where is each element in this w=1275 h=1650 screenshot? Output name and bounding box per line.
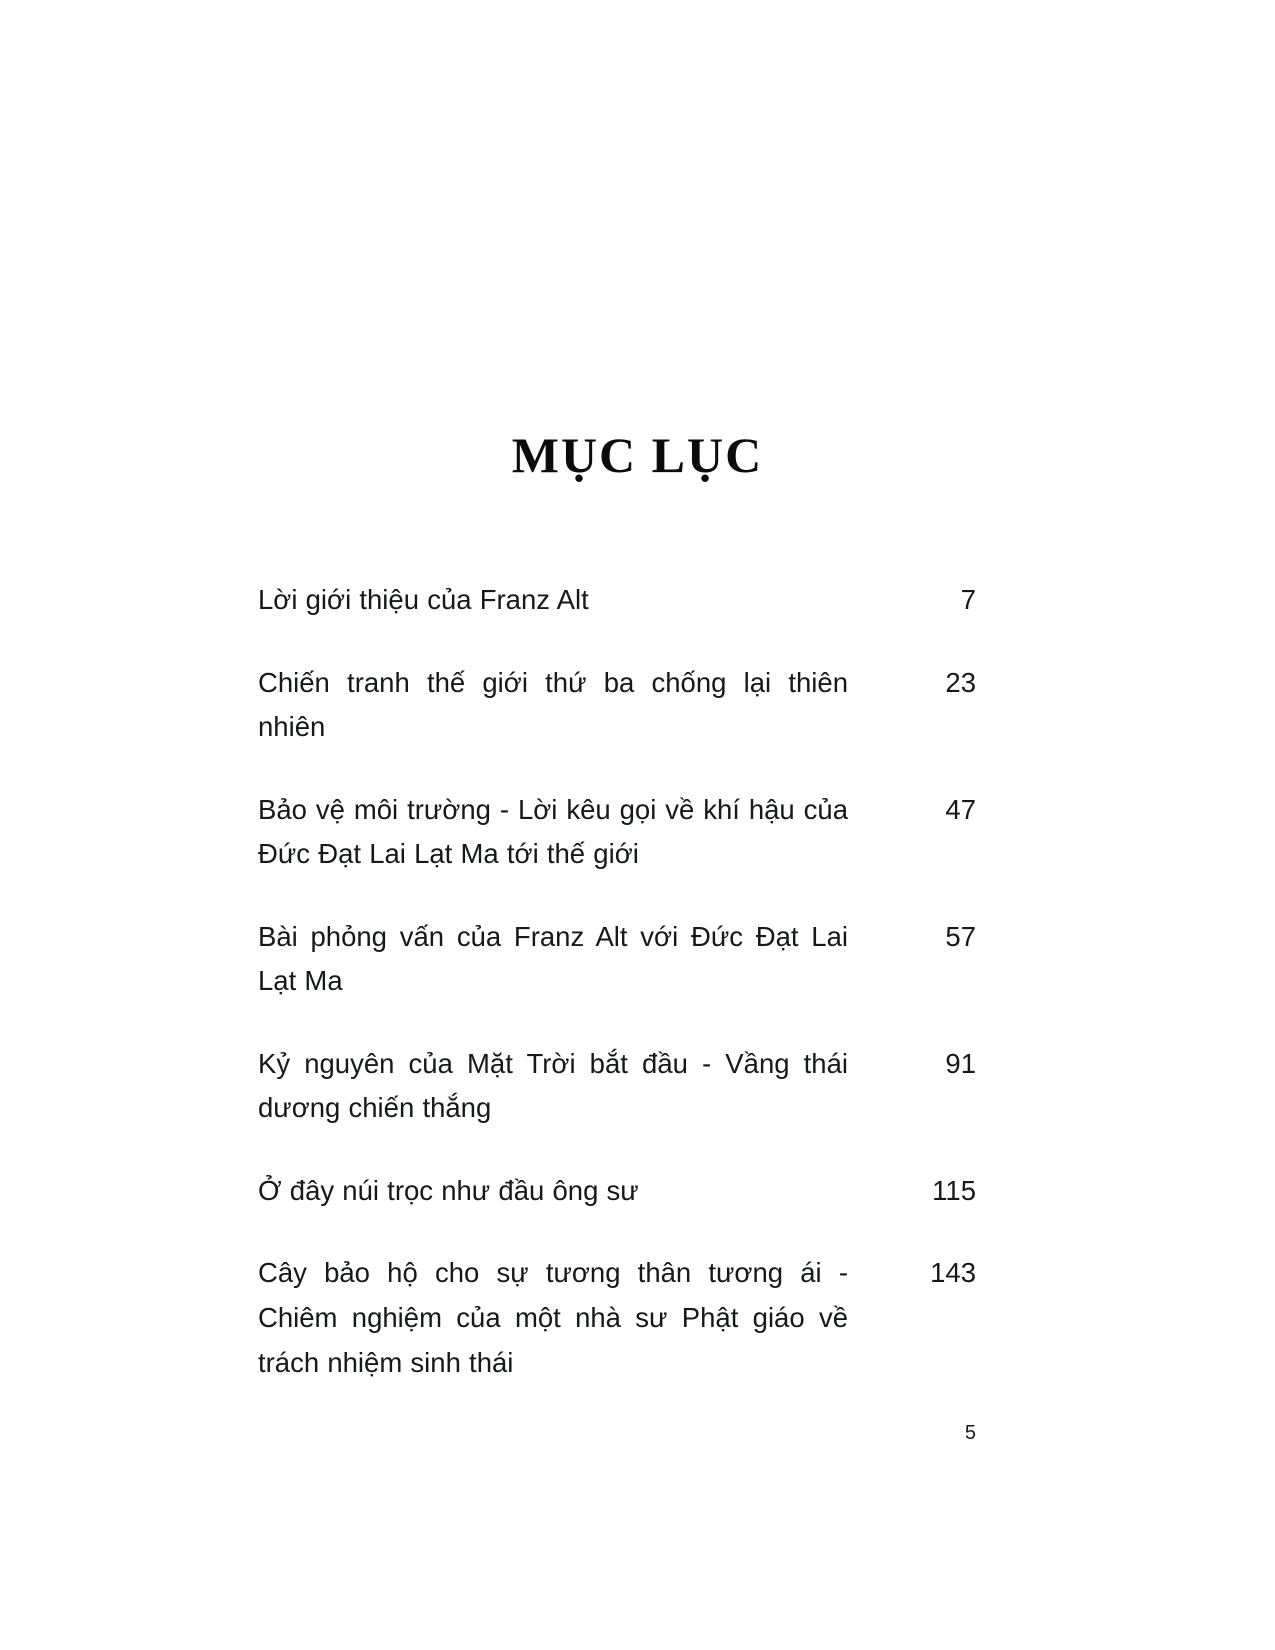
- toc-entry-page: 57: [945, 920, 976, 952]
- toc-entry-label: Cây bảo hộ cho sự tương thân tương ái - Chiêm nghiệm của một nhà sư Phật giáo về trách nhiệm sinh thái: [258, 1257, 848, 1378]
- toc-entry-page: 7: [960, 584, 976, 615]
- toc-entry-page: 47: [945, 793, 976, 825]
- toc-entry-label: Bài phỏng vấn của Franz Alt với Đức Đạt Lai Lạt Ma: [258, 920, 848, 997]
- list-item[interactable]: [258, 1042, 976, 1131]
- toc-entry-label: Ở đây núi trọc như đầu ông sư: [258, 1174, 639, 1206]
- toc-entry-page: 115: [932, 1174, 976, 1206]
- toc-entry-label: Chiến tranh thế giới thứ ba chống lại thiên nhiên: [258, 666, 848, 743]
- list-item[interactable]: [258, 1169, 976, 1214]
- list-item[interactable]: [258, 578, 976, 623]
- toc-entry-page: 23: [945, 666, 976, 698]
- list-item[interactable]: [258, 915, 976, 1004]
- table-of-contents: [258, 578, 976, 1385]
- toc-entry-label: Kỷ nguyên của Mặt Trời bắt đầu - Vầng thái dương chiến thắng: [258, 1047, 848, 1124]
- toc-entry-label: Bảo vệ môi trường - Lời kêu gọi về khí hậu của Đức Đạt Lai Lạt Ma tới thế giới: [258, 793, 848, 870]
- list-item[interactable]: [258, 1251, 976, 1385]
- list-item[interactable]: [258, 661, 976, 750]
- list-item[interactable]: [258, 788, 976, 877]
- toc-entry-page: 143: [930, 1257, 976, 1289]
- toc-entry-label: Lời giới thiệu của Franz Alt: [258, 584, 589, 615]
- toc-entry-page: 91: [945, 1047, 976, 1079]
- page-title: MỤC LỤC: [511, 426, 764, 483]
- page-number: 5: [964, 1422, 976, 1444]
